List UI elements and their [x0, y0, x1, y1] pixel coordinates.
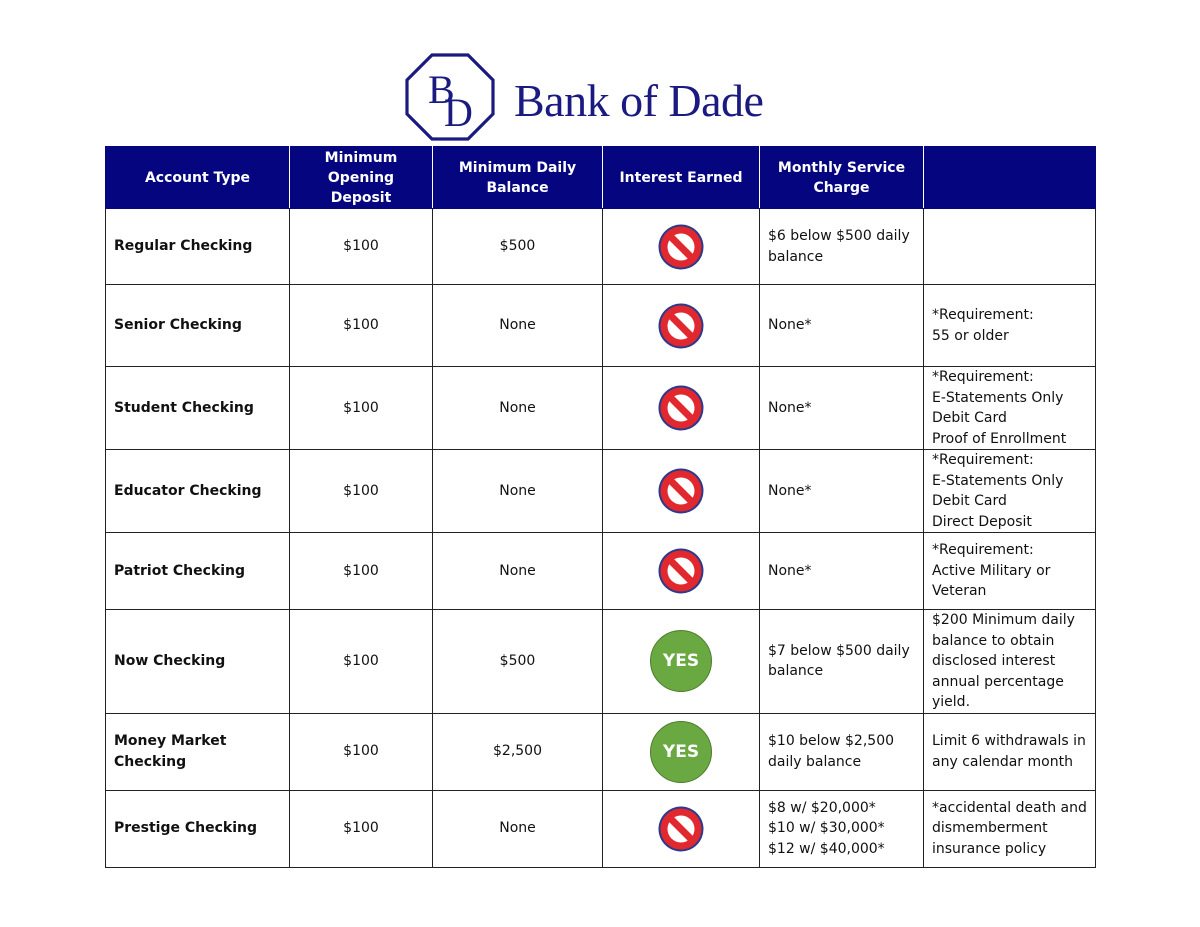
table-row [106, 209, 1096, 285]
daily-balance-cell: None [433, 533, 603, 610]
account-type-cell: Student Checking [106, 367, 290, 450]
table-row [106, 285, 1096, 367]
service-charge-cell: None* [760, 367, 924, 450]
yes-interest-badge: YES [650, 721, 712, 783]
header-notes [924, 147, 1096, 209]
account-type-cell: Patriot Checking [106, 533, 290, 610]
interest-earned-cell [603, 285, 760, 367]
account-type-cell: Prestige Checking [106, 790, 290, 867]
requirement-note-cell: *Requirement: 55 or older [924, 285, 1096, 367]
prohibited-icon [657, 302, 705, 350]
table-row [106, 450, 1096, 533]
prohibited-icon [657, 805, 705, 853]
requirement-note-cell [924, 209, 1096, 285]
header-account-type: Account Type [106, 147, 290, 209]
table-row [106, 790, 1096, 867]
opening-deposit-cell: $100 [290, 790, 433, 867]
requirement-note-cell: *Requirement: Active Military or Veteran [924, 533, 1096, 610]
monogram-letter-top: B [428, 67, 455, 112]
table-row [106, 713, 1096, 790]
account-type-cell: Now Checking [106, 610, 290, 714]
opening-deposit-cell: $100 [290, 533, 433, 610]
yes-interest-badge: YES [650, 630, 712, 692]
opening-deposit-cell: $100 [290, 285, 433, 367]
monogram-letter-bottom: D [444, 90, 473, 135]
opening-deposit-cell: $100 [290, 450, 433, 533]
prohibited-icon [657, 223, 705, 271]
interest-earned-cell [603, 209, 760, 285]
account-type-cell: Regular Checking [106, 209, 290, 285]
table-header-row [106, 147, 1096, 209]
header-minimum-opening-deposit: Minimum Opening Deposit [290, 147, 433, 209]
service-charge-cell: None* [760, 285, 924, 367]
requirement-note-cell: *accidental death and dismemberment insurance policy [924, 790, 1096, 867]
interest-earned-cell [603, 367, 760, 450]
daily-balance-cell: None [433, 790, 603, 867]
header-minimum-daily-balance: Minimum Daily Balance [433, 147, 603, 209]
header-monthly-service-charge: Monthly Service Charge [760, 147, 924, 209]
requirement-note-cell: Limit 6 withdrawals in any calendar month [924, 713, 1096, 790]
account-type-cell: Senior Checking [106, 285, 290, 367]
requirement-note-cell: *Requirement: E-Statements Only Debit Card Proof of Enrollment [924, 367, 1096, 450]
interest-earned-cell [603, 713, 760, 790]
service-charge-cell: $10 below $2,500 daily balance [760, 713, 924, 790]
daily-balance-cell: None [433, 450, 603, 533]
bank-name: Bank of Dade [514, 75, 764, 126]
bank-monogram-logo [404, 52, 496, 142]
opening-deposit-cell: $100 [290, 713, 433, 790]
interest-earned-cell [603, 533, 760, 610]
opening-deposit-cell: $100 [290, 367, 433, 450]
prohibited-icon [657, 384, 705, 432]
daily-balance-cell: None [433, 285, 603, 367]
table-row [106, 610, 1096, 714]
daily-balance-cell: None [433, 367, 603, 450]
account-type-cell: Educator Checking [106, 450, 290, 533]
prohibited-icon [657, 467, 705, 515]
requirement-note-cell: $200 Minimum daily balance to obtain disclosed interest annual percentage yield. [924, 610, 1096, 714]
service-charge-cell: None* [760, 533, 924, 610]
table-row [106, 533, 1096, 610]
daily-balance-cell: $2,500 [433, 713, 603, 790]
prohibited-icon [657, 547, 705, 595]
brand-header [0, 52, 1200, 142]
service-charge-cell: $6 below $500 daily balance [760, 209, 924, 285]
daily-balance-cell: $500 [433, 209, 603, 285]
account-type-cell: Money Market Checking [106, 713, 290, 790]
service-charge-cell: None* [760, 450, 924, 533]
interest-earned-cell [603, 610, 760, 714]
header-interest-earned: Interest Earned [603, 147, 760, 209]
service-charge-cell: $8 w/ $20,000* $10 w/ $30,000* $12 w/ $40,000* [760, 790, 924, 867]
table-row [106, 367, 1096, 450]
opening-deposit-cell: $100 [290, 209, 433, 285]
opening-deposit-cell: $100 [290, 610, 433, 714]
checking-accounts-table [105, 146, 1096, 868]
service-charge-cell: $7 below $500 daily balance [760, 610, 924, 714]
interest-earned-cell [603, 790, 760, 867]
daily-balance-cell: $500 [433, 610, 603, 714]
requirement-note-cell: *Requirement: E-Statements Only Debit Card Direct Deposit [924, 450, 1096, 533]
interest-earned-cell [603, 450, 760, 533]
